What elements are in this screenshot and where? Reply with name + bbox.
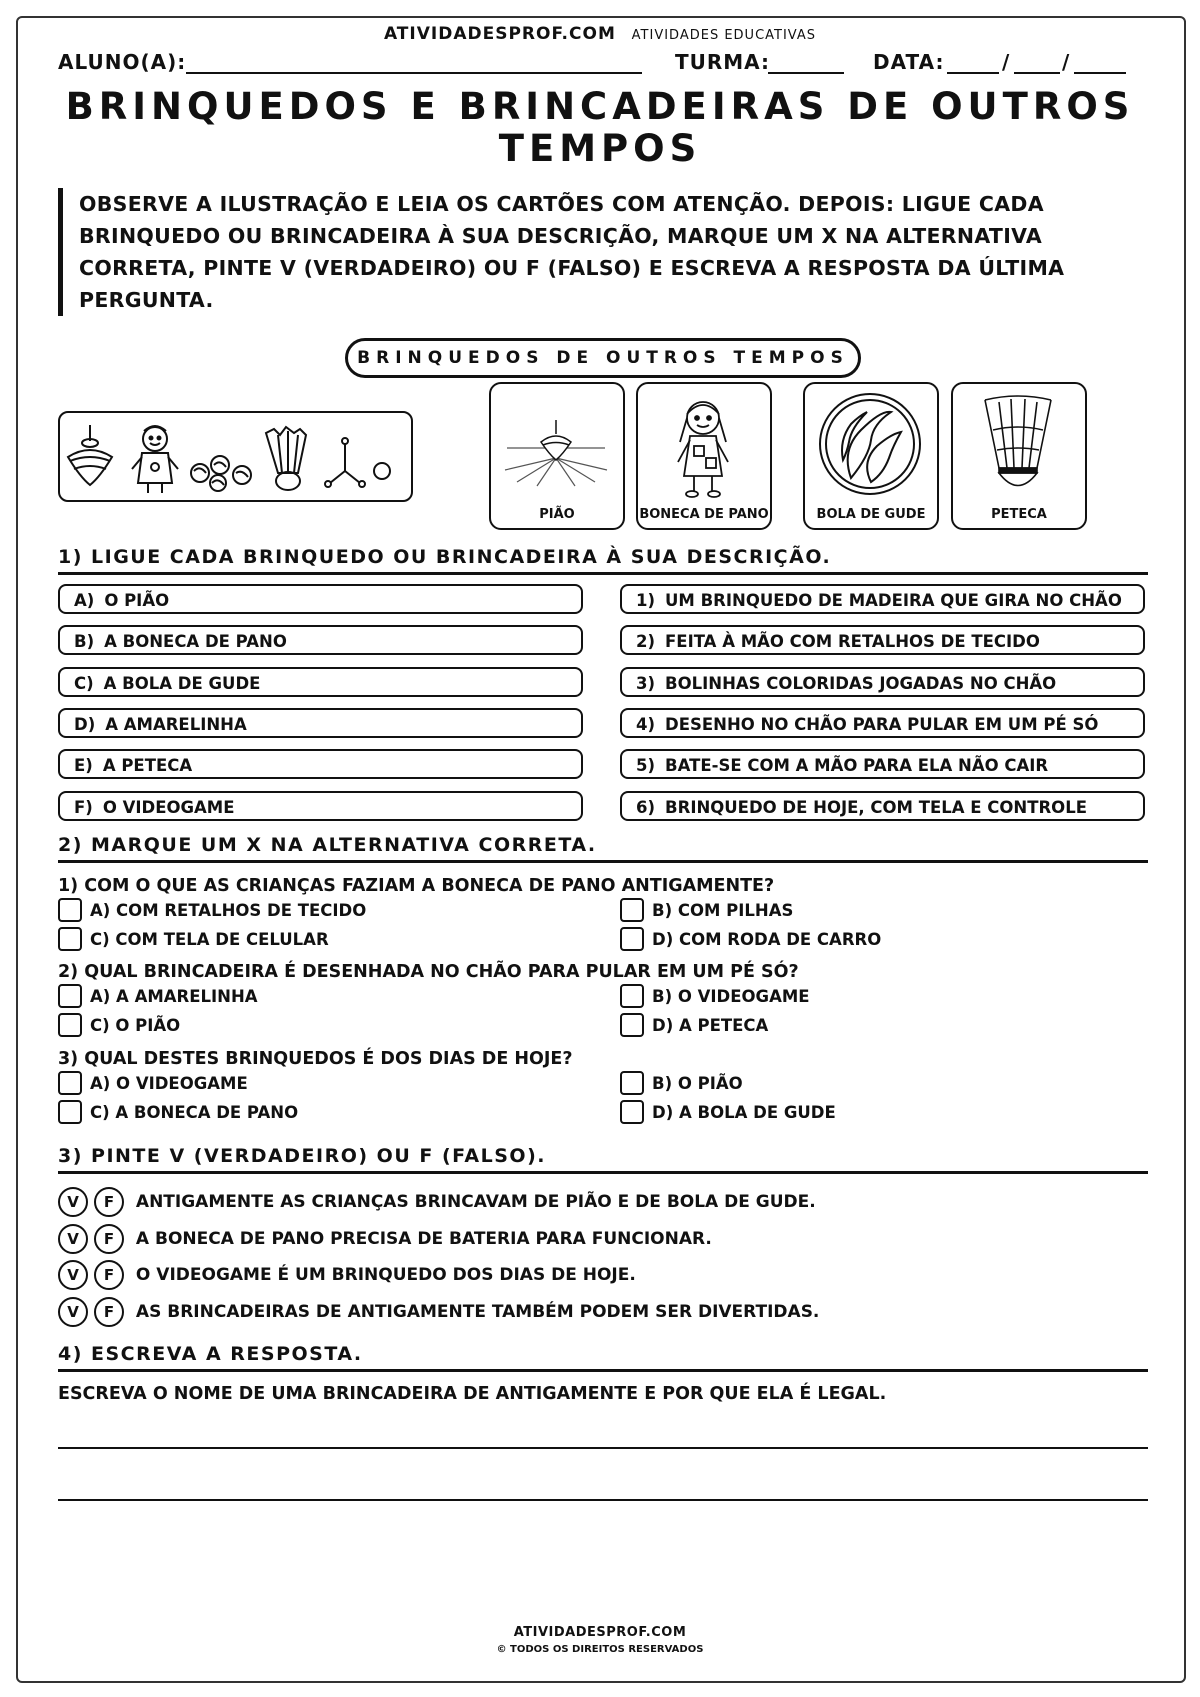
match-right-item[interactable]	[620, 791, 1145, 821]
option-text: D) A BOLA DE GUDE	[652, 1103, 836, 1122]
match-left-item[interactable]	[58, 625, 583, 655]
false-option[interactable]: F	[94, 1297, 124, 1327]
option-b[interactable]	[620, 1072, 743, 1096]
class-label: TURMA:	[675, 50, 771, 74]
illustration-heading: BRINQUEDOS DE OUTROS TEMPOS	[345, 338, 861, 378]
match-left-item[interactable]	[58, 791, 583, 821]
item-key: D)	[74, 715, 96, 734]
spinning-top-icon	[68, 425, 112, 485]
true-option[interactable]: V	[58, 1187, 88, 1217]
option-text: B) O VIDEOGAME	[652, 987, 810, 1006]
student-name-field[interactable]	[186, 50, 642, 74]
student-info-row	[58, 50, 1148, 78]
false-option[interactable]: F	[94, 1224, 124, 1254]
item-key: B)	[74, 632, 95, 651]
statement: ANTIGAMENTE AS CRIANÇAS BRINCAVAM DE PIÃO E DE BOLA DE GUDE.	[135, 1192, 816, 1212]
item-text: DESENHO NO CHÃO PARA PULAR EM UM PÉ SÓ	[665, 715, 1099, 734]
answer-line[interactable]	[58, 1499, 1148, 1501]
shuttlecock-icon	[959, 390, 1077, 498]
option-text: A) O VIDEOGAME	[90, 1074, 248, 1093]
class-field[interactable]	[768, 50, 844, 74]
item-key: 2)	[636, 632, 656, 651]
date-label: DATA:	[873, 50, 945, 74]
checkbox[interactable]	[620, 984, 644, 1008]
toys-strip-illustration	[58, 411, 413, 502]
statement: AS BRINCADEIRAS DE ANTIGAMENTE TAMBÉM PODEM SER DIVERTIDAS.	[135, 1302, 820, 1322]
item-text: O PIÃO	[104, 591, 170, 610]
option-b[interactable]	[620, 985, 810, 1009]
match-right-item[interactable]	[620, 625, 1145, 655]
option-c[interactable]	[58, 928, 329, 952]
match-left-item[interactable]	[58, 749, 583, 779]
section4-title: 4) ESCREVA A RESPOSTA.	[58, 1343, 1148, 1372]
match-left-item[interactable]	[58, 708, 583, 738]
true-false-item	[58, 1187, 816, 1217]
item-text: A PETECA	[102, 756, 193, 775]
marbles-icon	[191, 456, 251, 491]
card-label: PIÃO	[539, 507, 575, 522]
marble-icon	[811, 390, 929, 498]
date-slash: /	[1062, 50, 1071, 74]
match-right-item[interactable]	[620, 708, 1145, 738]
section1-title: 1) LIGUE CADA BRINQUEDO OU BRINCADEIRA À SUA DESCRIÇÃO.	[58, 546, 1148, 575]
student-label: ALUNO(A):	[58, 50, 187, 74]
date-slash: /	[1002, 50, 1011, 74]
match-left-item[interactable]	[58, 584, 583, 614]
footer-site: ATIVIDADESPROF.COM	[513, 1625, 687, 1640]
footer-rights: © TODOS OS DIREITOS RESERVADOS	[496, 1644, 704, 1655]
shuttlecock-icon	[266, 427, 306, 490]
checkbox[interactable]	[58, 927, 82, 951]
statement: O VIDEOGAME É UM BRINQUEDO DOS DIAS DE HOJE.	[135, 1265, 636, 1285]
title-line-2: TEMPOS	[498, 127, 702, 170]
card-peteca	[951, 382, 1087, 530]
checkbox[interactable]	[620, 1100, 644, 1124]
option-a[interactable]	[58, 1072, 248, 1096]
item-key: F)	[74, 798, 93, 817]
checkbox[interactable]	[58, 898, 82, 922]
item-key: A)	[74, 591, 95, 610]
title-line-1: BRINQUEDOS E BRINCADEIRAS DE OUTROS	[65, 85, 1135, 128]
option-c[interactable]	[58, 1014, 180, 1038]
item-key: 3)	[636, 674, 656, 693]
item-key: 4)	[636, 715, 656, 734]
item-text: O VIDEOGAME	[102, 798, 235, 817]
checkbox[interactable]	[58, 1100, 82, 1124]
option-text: A) A AMARELINHA	[90, 987, 258, 1006]
card-boneca-de-pano	[636, 382, 772, 530]
item-text: BATE-SE COM A MÃO PARA ELA NÃO CAIR	[665, 756, 1049, 775]
statement: A BONECA DE PANO PRECISA DE BATERIA PARA FUNCIONAR.	[135, 1229, 712, 1249]
answer-line[interactable]	[58, 1447, 1148, 1449]
checkbox[interactable]	[58, 1071, 82, 1095]
true-option[interactable]: V	[58, 1224, 88, 1254]
card-piao	[489, 382, 625, 530]
item-key: E)	[74, 756, 93, 775]
option-d[interactable]	[620, 928, 881, 952]
date-month-field[interactable]	[1014, 50, 1060, 74]
option-d[interactable]	[620, 1101, 836, 1125]
rag-doll-icon	[132, 426, 178, 493]
match-right-item[interactable]	[620, 584, 1145, 614]
true-option[interactable]: V	[58, 1260, 88, 1290]
option-text: B) O PIÃO	[652, 1074, 743, 1093]
item-text: A BONECA DE PANO	[104, 632, 287, 651]
option-text: D) A PETECA	[652, 1016, 769, 1035]
jacks-icon	[325, 438, 390, 487]
item-key: 6)	[636, 798, 656, 817]
true-option[interactable]: V	[58, 1297, 88, 1327]
card-label: BONECA DE PANO	[639, 507, 769, 522]
item-text: A BOLA DE GUDE	[103, 674, 261, 693]
card-label: BOLA DE GUDE	[816, 507, 926, 522]
option-d[interactable]	[620, 1014, 768, 1038]
item-text: UM BRINQUEDO DE MADEIRA QUE GIRA NO CHÃO	[665, 591, 1122, 610]
section3-title: 3) PINTE V (VERDADEIRO) OU F (FALSO).	[58, 1145, 1148, 1174]
date-year-field[interactable]	[1074, 50, 1126, 74]
item-text: BRINQUEDO DE HOJE, COM TELA E CONTROLE	[665, 798, 1087, 817]
option-text: B) COM PILHAS	[652, 901, 794, 920]
match-right-item[interactable]	[620, 667, 1145, 697]
option-text: C) A BONECA DE PANO	[90, 1103, 299, 1122]
true-false-item	[58, 1260, 636, 1290]
checkbox[interactable]	[620, 1013, 644, 1037]
option-text: C) COM TELA DE CELULAR	[90, 930, 329, 949]
item-key: 1)	[636, 591, 656, 610]
checkbox[interactable]	[620, 1071, 644, 1095]
section4-prompt: ESCREVA O NOME DE UMA BRINCADEIRA DE ANTIGAMENTE E POR QUE ELA É LEGAL.	[58, 1384, 887, 1404]
checkbox[interactable]	[58, 1013, 82, 1037]
false-option[interactable]: F	[94, 1260, 124, 1290]
site-header	[0, 24, 1200, 44]
item-text: A AMARELINHA	[105, 715, 247, 734]
item-key: 5)	[636, 756, 656, 775]
rag-doll-icon	[644, 390, 762, 498]
toys-strip-drawing	[60, 413, 411, 500]
instructions: OBSERVE A ILUSTRAÇÃO E LEIA OS CARTÕES COM ATENÇÃO. DEPOIS: LIGUE CADA BRINQUEDO OU BRINCADEIRA À SUA DESCRIÇÃO, MARQUE UM X NA ALTERNATIVA CORRETA, PINTE V (VERDADEIRO) OU F (FALSO) E ESCREVA A RESPOSTA DA ÚLTIMA PERGUNTA.	[58, 188, 1144, 316]
checkbox[interactable]	[620, 898, 644, 922]
question-1: 1) COM O QUE AS CRIANÇAS FAZIAM A BONECA DE PANO ANTIGAMENTE?	[58, 876, 775, 896]
site-name: ATIVIDADESPROF.COM	[383, 24, 616, 44]
question-3: 3) QUAL DESTES BRINQUEDOS É DOS DIAS DE HOJE?	[58, 1049, 573, 1069]
spinning-top-icon	[497, 390, 615, 498]
item-key: C)	[74, 674, 94, 693]
option-b[interactable]	[620, 899, 793, 923]
page-title	[60, 86, 1140, 170]
match-right-item[interactable]	[620, 749, 1145, 779]
match-left-item[interactable]	[58, 667, 583, 697]
true-false-item	[58, 1224, 712, 1254]
option-a[interactable]	[58, 899, 366, 923]
item-text: BOLINHAS COLORIDAS JOGADAS NO CHÃO	[665, 674, 1057, 693]
item-text: FEITA À MÃO COM RETALHOS DE TECIDO	[665, 632, 1040, 651]
option-text: D) COM RODA DE CARRO	[652, 930, 882, 949]
checkbox[interactable]	[620, 927, 644, 951]
question-2: 2) QUAL BRINCADEIRA É DESENHADA NO CHÃO PARA PULAR EM UM PÉ SÓ?	[58, 962, 799, 982]
site-tagline: ATIVIDADES EDUCATIVAS	[631, 28, 817, 43]
date-day-field[interactable]	[947, 50, 999, 74]
checkbox[interactable]	[58, 984, 82, 1008]
section2-title: 2) MARQUE UM X NA ALTERNATIVA CORRETA.	[58, 834, 1148, 863]
card-bola-de-gude	[803, 382, 939, 530]
card-label: PETECA	[991, 507, 1047, 522]
option-a[interactable]	[58, 985, 258, 1009]
true-false-item	[58, 1297, 819, 1327]
option-text: C) O PIÃO	[90, 1016, 181, 1035]
false-option[interactable]: F	[94, 1187, 124, 1217]
option-text: A) COM RETALHOS DE TECIDO	[90, 901, 367, 920]
option-c[interactable]	[58, 1101, 298, 1125]
